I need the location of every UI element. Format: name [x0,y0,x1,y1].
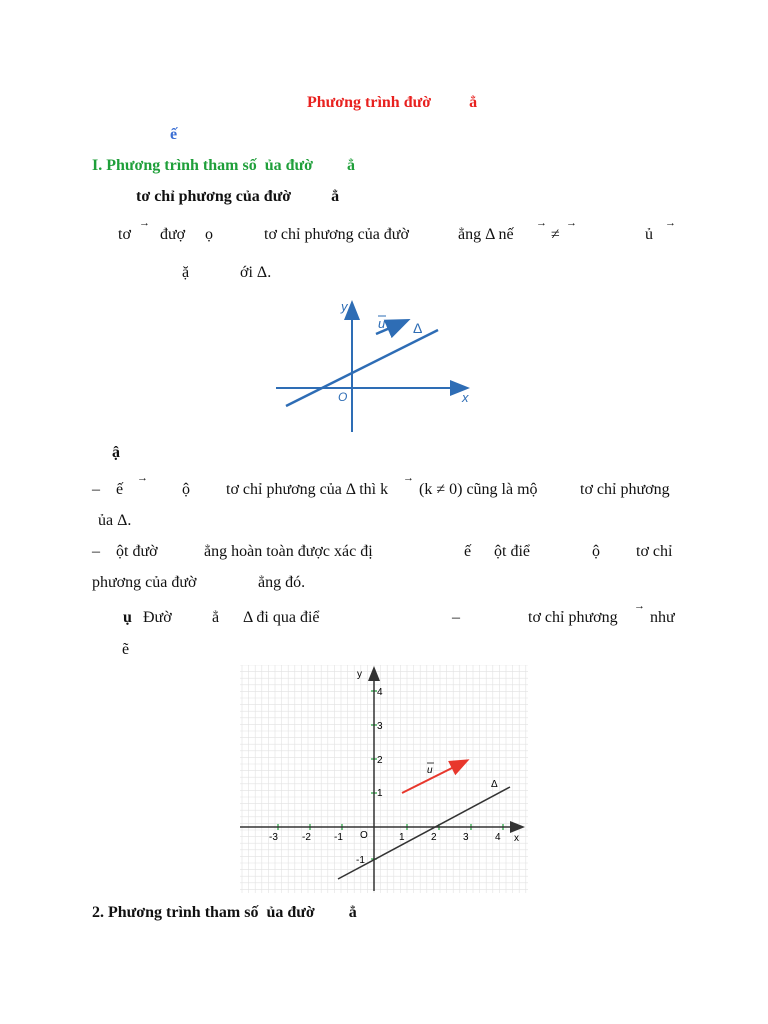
def2-word-2: ới Δ. [240,264,272,281]
example-word-6: như [650,609,675,626]
origin-label: O [360,830,368,841]
note2b-word-2: ẳng đó. [258,574,306,591]
vector-arrow-icon: → [634,600,645,612]
y-tick-label: 4 [377,687,383,698]
delta-label: Δ [413,320,423,336]
y-tick-label: -1 [356,855,365,866]
title-part-2: ẳ [469,94,478,111]
subsection-part-1: tơ chỉ phương của đườ [136,188,292,205]
x-label: x [462,390,469,405]
example-line-2: ẽ [122,641,130,658]
def-word-3: ọ [205,226,213,243]
x-tick-label: 1 [399,832,405,843]
example-word-2: Đườ [143,609,172,626]
origin-label: O [338,390,348,404]
vector-arrow-icon: → [139,217,150,229]
note2b-word-1: phương của đườ [92,574,197,591]
note1-word-3: tơ chỉ phương của Δ thì k [226,481,389,498]
y-label: y [341,299,348,314]
u-label: u [378,316,386,331]
section-2-part-3: ẳ [348,904,357,921]
note1-word-4: (k ≠ 0) cũng là mộ [419,481,538,498]
x-tick-label: -2 [302,832,311,843]
example-word-1: ụ [123,609,132,626]
section-2-part-1: 2. Phương trình tham số [92,904,259,921]
page-title [307,94,477,112]
def-word-5: ẳng Δ nế [458,226,514,243]
example-word-5: tơ chỉ phương [528,609,618,626]
note2-word-6: tơ chỉ [636,543,673,560]
section-2-heading [92,904,357,922]
x-label: x [514,833,519,844]
note2-word-4: ột điể [494,543,530,560]
vector-arrow-icon: → [536,217,547,229]
delta-label: Δ [491,779,498,790]
x-tick-label: 4 [495,832,501,843]
y-tick-label: 1 [377,788,383,799]
vector-arrow-icon: → [566,217,577,229]
section-2-part-2: ủa đườ [266,904,315,921]
example-word-4: Δ đi qua điể [243,609,320,626]
x-tick-labels [269,832,501,843]
def-word-6: ủ [645,226,653,243]
x-tick-label: -1 [334,832,343,843]
subsection-heading [136,188,339,206]
grid-lines [240,665,528,893]
note2-word-3: ế [464,543,472,560]
section-1-heading [92,157,355,175]
y-tick-label: 3 [377,721,383,732]
note1-word-1: ế [116,481,124,498]
def-word-2: đượ [160,226,186,243]
note-heading: ậ [112,444,120,461]
note1-continuation: ủa Δ. [98,512,132,529]
subsection-part-2: ẳ [331,188,340,205]
vector-arrow-icon: → [403,472,414,484]
direction-vector-figure [270,292,480,437]
vector-arrow-icon: → [137,472,148,484]
note2-dash: – [92,543,100,560]
x-tick-label: -3 [269,832,278,843]
coordinate-grid-figure [240,665,528,893]
section-1-part-2: ủa đườ [264,157,313,174]
note2-word-1: ột đườ [116,543,158,560]
x-tick-label: 2 [431,832,437,843]
section-1-part-1: I. Phương trình tham số [92,157,257,174]
title-part-1: Phương trình đườ [307,94,432,111]
line-delta [286,330,438,406]
example-word-3: ẳ [212,609,220,626]
y-tick-label: 2 [377,755,383,766]
section-1-part-3: ẳ [346,157,355,174]
def-word-1: tơ [118,226,131,243]
note1-dash: – [92,481,100,498]
page-subtitle: ế [170,126,178,143]
note1-word-5: tơ chỉ phương [580,481,670,498]
def-not-equal: ≠ [551,226,560,243]
note2-word-5: ộ [592,543,600,560]
y-label: y [357,669,362,680]
example-dash: – [452,609,460,626]
x-tick-label: 3 [463,832,469,843]
def2-word-1: ặ [182,264,190,281]
note1-word-2: ộ [182,481,190,498]
note2-word-2: ẳng hoàn toàn được xác đị [204,543,373,560]
vector-arrow-icon: → [665,217,676,229]
u-label: u [427,765,433,776]
def-word-4: tơ chỉ phương của đườ [264,226,409,243]
